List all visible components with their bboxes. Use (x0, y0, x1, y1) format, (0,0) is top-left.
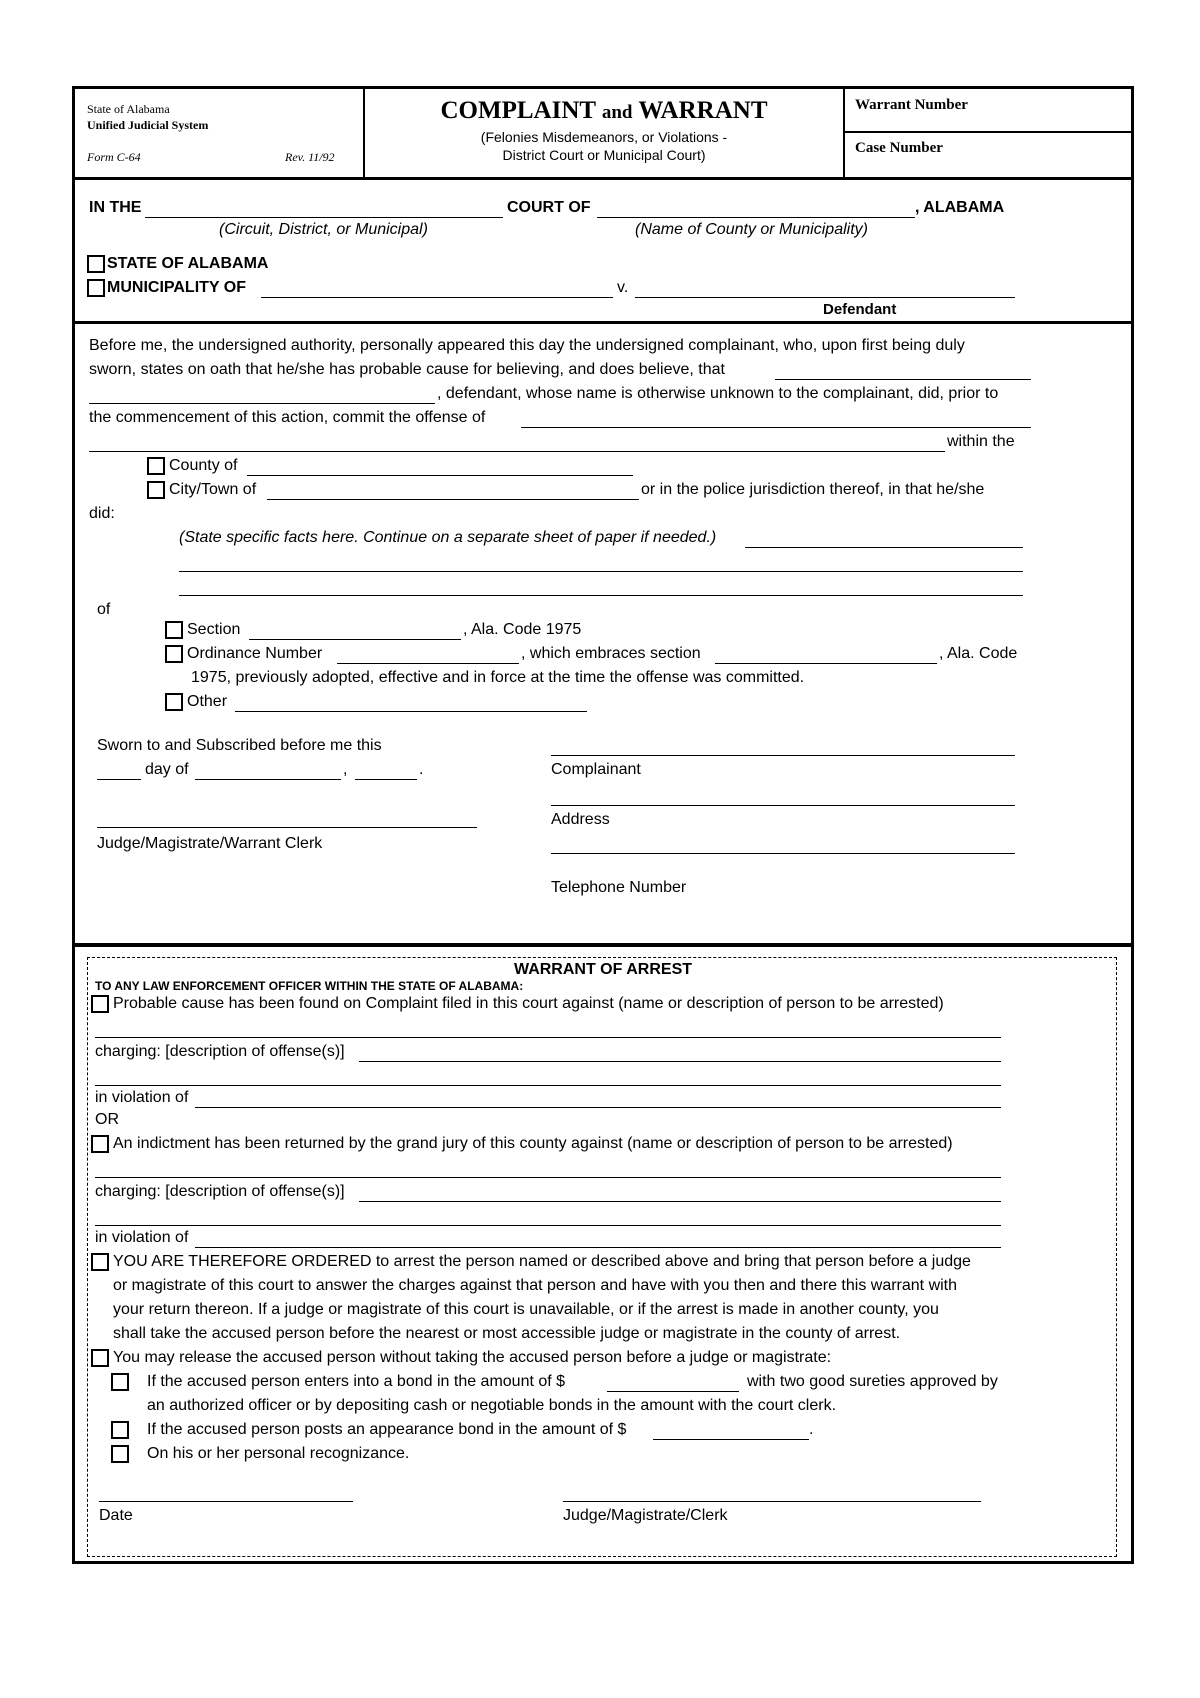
header-title-box (365, 89, 843, 177)
section-line[interactable] (249, 639, 461, 640)
bond-2-text: If the accused person posts an appearance bond in the amount of $ (147, 1421, 627, 1438)
ordered-line-4: shall take the accused person before the nearest or most accessible judge or magistrate in the county of arrest. (113, 1325, 901, 1342)
offense-line-b[interactable] (89, 451, 945, 452)
violation-line-2[interactable] (195, 1247, 1001, 1248)
indictment-name-line[interactable] (95, 1177, 1001, 1178)
alabama-label: , ALABAMA (915, 199, 1005, 216)
warrant-number-label: Warrant Number (855, 97, 968, 113)
other-label: Other (187, 693, 228, 710)
state-of-alabama-checkbox[interactable] (87, 255, 105, 273)
case-number-field[interactable] (845, 133, 1131, 177)
facts-line-2[interactable] (179, 571, 1023, 572)
in-violation-label-2: in violation of (95, 1229, 189, 1246)
complaint-line-2: sworn, states on oath that he/she has probable cause for believing, and does believe, that (89, 361, 725, 378)
recognizance-checkbox[interactable] (111, 1445, 129, 1463)
address-label: Address (551, 811, 610, 828)
bond-1-amount-line[interactable] (607, 1391, 739, 1392)
subtitle-1: (Felonies Misdemeanors, or Violations - (480, 129, 728, 145)
charging-line-2b[interactable] (95, 1225, 1001, 1226)
complainant-line[interactable] (551, 755, 1015, 756)
city-town-label: City/Town of (169, 481, 257, 498)
county-of-label: County of (169, 457, 238, 474)
address-line[interactable] (551, 805, 1015, 806)
bond-2-amount-line[interactable] (653, 1439, 809, 1440)
defendant-label: Defendant (823, 301, 897, 318)
of-label: of (97, 601, 111, 618)
ala-code-label: , Ala. Code 1975 (463, 621, 582, 638)
warrant-title: WARRANT OF ARREST (513, 961, 693, 978)
complaint-warrant-form (72, 86, 1134, 1564)
bond-1-text-c: an authorized officer or by depositing cash or negotiable bonds in the amount with the court clerk. (147, 1397, 837, 1414)
police-jurisdiction-label: or in the police jurisdiction thereof, in that he/she (641, 481, 985, 498)
other-checkbox[interactable] (165, 693, 183, 711)
ordinance-line[interactable] (337, 663, 519, 664)
subtitle-2: District Court or Municipal Court) (502, 147, 706, 163)
court-type-hint: (Circuit, District, or Municipal) (219, 221, 428, 238)
embraces-line[interactable] (715, 663, 937, 664)
header-left-box (75, 89, 365, 177)
indictment-checkbox[interactable] (91, 1135, 109, 1153)
offense-line-a[interactable] (521, 427, 1031, 428)
defendant-name-line-b[interactable] (89, 403, 435, 404)
date-line[interactable] (99, 1501, 353, 1502)
probable-cause-checkbox[interactable] (91, 995, 109, 1013)
county-hint: (Name of County or Municipality) (635, 221, 868, 238)
bond-2-end: . (809, 1421, 814, 1438)
bond-1-text-a: If the accused person enters into a bond in the amount of $ (147, 1373, 566, 1390)
municipality-of-label: MUNICIPALITY OF (107, 279, 246, 296)
did-label: did: (89, 505, 115, 522)
warrant-divider (75, 943, 1131, 947)
judge-mag-clerk-label: Judge/Magistrate/Warrant Clerk (97, 835, 323, 852)
facts-line-3[interactable] (179, 595, 1023, 596)
other-line[interactable] (235, 711, 587, 712)
county-of-line[interactable] (247, 475, 633, 476)
warrant-number-field[interactable] (845, 89, 1131, 133)
release-text: You may release the accused person without taking the accused person before a judge or magistrate: (113, 1349, 832, 1366)
facts-line-1[interactable] (745, 547, 1023, 548)
day-line[interactable] (97, 779, 141, 780)
complainant-label: Complainant (551, 761, 641, 778)
revision: Rev. 11/92 (285, 150, 335, 164)
sworn-label: Sworn to and Subscribed before me this (97, 737, 382, 754)
charging-line-1a[interactable] (359, 1061, 1001, 1062)
violation-line-1[interactable] (195, 1107, 1001, 1108)
probable-cause-text: Probable cause has been found on Complaint filed in this court against (name or description of person to be arrested) (113, 995, 944, 1012)
municipality-checkbox[interactable] (87, 279, 105, 297)
judge-signature-line[interactable] (97, 827, 477, 828)
complaint-line-3: , defendant, whose name is otherwise unknown to the complainant, did, prior to (437, 385, 999, 402)
or-label: OR (95, 1111, 119, 1128)
complaint-line-4: the commencement of this action, commit the offense of (89, 409, 486, 426)
ordered-checkbox[interactable] (91, 1253, 109, 1271)
state-label: State of Alabama (87, 102, 170, 116)
recognizance-text: On his or her personal recognizance. (147, 1445, 410, 1462)
indictment-text: An indictment has been returned by the grand jury of this county against (name or description of person to be arrested) (113, 1135, 953, 1152)
ordered-line-3: your return thereon. If a judge or magistrate of this court is unavailable, or if the arrest is made in another county, you (113, 1301, 939, 1318)
court-type-line[interactable] (145, 217, 503, 218)
charging-label-1: charging: [description of offense(s)] (95, 1043, 345, 1060)
form-number: Form C-64 (87, 150, 141, 164)
ordered-line-2: or magistrate of this court to answer the charges against that person and have with you then and there this warrant with (113, 1277, 958, 1294)
bond-1-text-b: with two good sureties approved by (747, 1373, 998, 1390)
telephone-label: Telephone Number (551, 879, 687, 896)
ordinance-label: Ordinance Number (187, 645, 323, 662)
title-and: and (601, 102, 633, 123)
ala-code-2-label: , Ala. Code (939, 645, 1018, 662)
case-number-label: Case Number (855, 140, 943, 156)
in-the-label: IN THE (89, 199, 142, 216)
year-line[interactable] (355, 779, 417, 780)
state-of-alabama-label: STATE OF ALABAMA (107, 255, 269, 272)
header-right-box (843, 89, 1131, 177)
defendant-name-line-a[interactable] (775, 379, 1031, 380)
in-violation-label-1: in violation of (95, 1089, 189, 1106)
section-divider (75, 321, 1131, 324)
city-town-line[interactable] (267, 499, 639, 500)
bond-sureties-checkbox[interactable] (111, 1373, 129, 1391)
charging-line-1b[interactable] (95, 1085, 1001, 1086)
court-of-label: COURT OF (507, 199, 591, 216)
city-town-checkbox[interactable] (147, 481, 165, 499)
day-of-label: day of (145, 761, 189, 778)
county-line[interactable] (597, 217, 915, 218)
defendant-line[interactable] (635, 297, 1015, 298)
charging-line-2a[interactable] (359, 1201, 1001, 1202)
system-label: Unified Judicial System (87, 118, 209, 132)
adopted-text: 1975, previously adopted, effective and in force at the time the offense was committed. (191, 669, 805, 686)
to-officer-label: TO ANY LAW ENFORCEMENT OFFICER WITHIN THE STATE OF ALABAMA: (95, 979, 524, 993)
date-label: Date (99, 1507, 133, 1524)
release-checkbox[interactable] (91, 1349, 109, 1367)
charging-label-2: charging: [description of offense(s)] (95, 1183, 345, 1200)
within-the-label: within the (947, 433, 1015, 450)
appearance-bond-checkbox[interactable] (111, 1421, 129, 1439)
section-label: Section (187, 621, 241, 638)
county-of-checkbox[interactable] (147, 457, 165, 475)
form-title (365, 97, 843, 125)
embraces-label: , which embraces section (521, 645, 701, 662)
section-checkbox[interactable] (165, 621, 183, 639)
title-complaint: COMPLAINT (440, 97, 596, 124)
month-line[interactable] (195, 779, 341, 780)
ordinance-checkbox[interactable] (165, 645, 183, 663)
probable-name-line[interactable] (95, 1037, 1001, 1038)
comma-label: , (343, 761, 348, 778)
title-warrant: WARRANT (638, 97, 768, 124)
ordered-line-1: YOU ARE THEREFORE ORDERED to arrest the person named or described above and bring that person before a judge (113, 1253, 971, 1270)
versus-label: v. (617, 279, 629, 296)
judge-clerk-label: Judge/Magistrate/Clerk (563, 1507, 728, 1524)
facts-hint: (State specific facts here. Continue on a separate sheet of paper if needed.) (179, 529, 717, 546)
form-header (75, 89, 1131, 180)
judge-clerk-line[interactable] (563, 1501, 981, 1502)
complaint-line-1: Before me, the undersigned authority, personally appeared this day the undersigned complainant, who, upon first being duly (89, 337, 965, 354)
period-label: . (419, 761, 424, 778)
telephone-line[interactable] (551, 853, 1015, 854)
municipality-line[interactable] (261, 297, 613, 298)
